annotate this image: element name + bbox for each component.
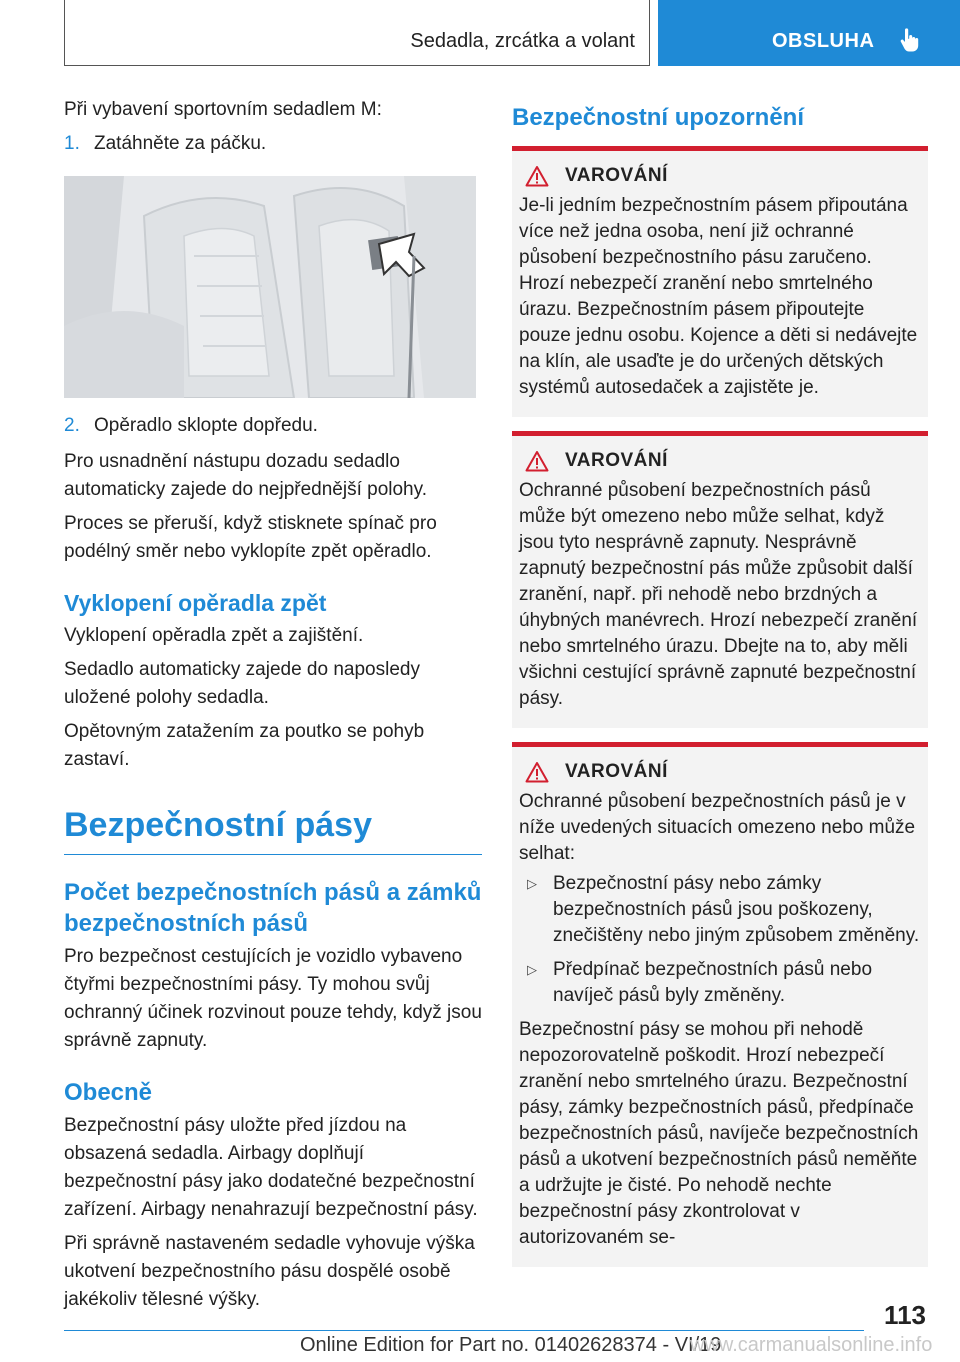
step-number: 2. [64, 415, 80, 436]
seat-lever-photo [64, 176, 476, 398]
warning-box-2 [512, 431, 928, 728]
left-column [64, 96, 482, 1320]
paragraph: Opětovným zatažením za poutko se pohyb zastaví. [64, 721, 425, 770]
paragraph: Pro usnadnění nástupu dozadu sedadlo automaticky zajede do nejpřednější polohy. [64, 451, 427, 500]
header-tab-label: OBSLUHA [772, 30, 875, 52]
heading-vyklopeni: Vyklopení opěradla zpět [64, 590, 327, 616]
paragraph: Pro bezpečnost cestujících je vozidlo vybaveno čtyřmi bezpečnostními pásy. Ty mohou svůj ochranný účinek rozvinout pouze tehdy, když jsou správně zapnuty. [64, 946, 482, 1051]
warning-text: Ochranné působení bezpečnostních pásů je v níže uvedených situacích omezeno nebo může selhat: [519, 791, 916, 864]
footer-watermark: www.carmanualsonline.info [690, 1334, 933, 1356]
heading-pocet-pasu: Počet bezpečnostních pásů a zámků bezpečnostních pásů [64, 879, 482, 937]
header-tab-obsluha[interactable] [658, 0, 960, 66]
step-number: 1. [64, 133, 80, 154]
seat-illustration [64, 176, 476, 398]
paragraph: Sedadlo automaticky zajede do naposledy uložené polohy sedadla. [64, 659, 420, 708]
warning-triangle-icon [525, 761, 549, 783]
header-section-box [64, 0, 650, 66]
list-item-text: Předpínač bezpečnostních pásů nebo navíječ pásů byly změněny. [553, 959, 873, 1006]
list-item-text: Bezpečnostní pásy nebo zámky bezpečnostních pásů jsou poškozeny, znečištěny nebo jiným způsobem změněny. [553, 873, 920, 946]
list-item [519, 871, 920, 949]
step-text: Zatáhněte za páčku. [94, 133, 267, 154]
heading-obecne: Obecně [64, 1079, 153, 1106]
paragraph: Proces se přeruší, když stisknete spínač pro podélný směr nebo vyklopíte zpět opěradlo. [64, 513, 437, 562]
bullet-triangle-icon: ▷ [527, 876, 537, 891]
paragraph: Vyklopení opěradla zpět a zajištění. [64, 625, 364, 646]
hand-pointer-icon [900, 28, 920, 52]
warning-text: Ochranné působení bezpečnostních pásů může být omezeno nebo může selhat, když jsou tyto nesprávně zapnuty. Nesprávně zapnutý bezpečnostní pás může způsobit další zranění, např. při nehodě nebo brzdných a úhybných manévrech. Hrozí nebezpečí zranění nebo smrtelného úrazu. Dbejte na to, aby měli všichni cestující správně zapnuté bezpečnostní pásy. [519, 480, 918, 709]
warning-header [519, 761, 920, 783]
warning-triangle-icon [525, 165, 549, 187]
warning-box-1 [512, 146, 928, 417]
warning-label: VAROVÁNÍ [565, 761, 668, 782]
bullet-triangle-icon: ▷ [527, 962, 537, 977]
step-text: Opěradlo sklopte dopředu. [94, 415, 318, 436]
heading-bezpecnostni-upozorneni: Bezpečnostní upozornění [512, 104, 805, 131]
warning-triangle-icon [525, 450, 549, 472]
warning-box-3 [512, 742, 928, 1267]
warning-header [519, 165, 920, 187]
warning-list [519, 871, 920, 1009]
footer-edition: Online Edition for Part no. 01402628374 - VI/19 [300, 1334, 722, 1356]
page-number: 113 [884, 1300, 926, 1330]
step-1 [64, 130, 482, 158]
header-section-title: Sedadla, zrcátka a volant [410, 30, 635, 52]
warning-text: Bezpečnostní pásy se mohou při nehodě nepozorovatelně poškodit. Hrozí nebezpečí zranění nebo smrtelného úrazu. Bezpečnostní pásy, zámky bezpečnostních pásů, předpínače bezpečnostních pásů, navíječe bezpečnostních pásů a ukotvení bezpečnostních pásů neměňte a udržujte je čisté. Po nehodě nechte bezpečnostní pásy zkontrolovat v autorizovaném se- [519, 1019, 919, 1248]
warning-label: VAROVÁNÍ [565, 450, 668, 471]
step-2 [64, 412, 482, 440]
warning-text: Je-li jedním bezpečnostním pásem připoutána více než jedna osoba, není již ochranné působení bezpečnostního pásu zaručeno. Hrozí nebezpečí zranění nebo smrtelného úrazu. Bezpečnostním pásem připoutejte pouze jednu osobu. Kojence a děti si nedávejte na klín, ale usaďte je do určených dětských systémů autosedaček a zajistěte je. [519, 195, 918, 398]
warning-label: VAROVÁNÍ [565, 165, 668, 186]
paragraph: Při správně nastaveném sedadle vyhovuje výška ukotvení bezpečnostního pásu dospělé osobě jakékoliv tělesné výšky. [64, 1233, 475, 1310]
right-column [512, 96, 928, 1281]
list-item [519, 957, 920, 1009]
heading-bezpecnostni-pasy: Bezpečnostní pásy [64, 804, 482, 855]
footer-divider [64, 1330, 864, 1331]
warning-header [519, 450, 920, 472]
intro-text: Při vybavení sportovním sedadlem M: [64, 99, 382, 120]
paragraph: Bezpečnostní pásy uložte před jízdou na obsazená sedadla. Airbagy doplňují bezpečnostní pásy jako dodatečné bezpečnostní zařízení. Airbagy nenahrazují bezpečnostní pásy. [64, 1115, 478, 1220]
